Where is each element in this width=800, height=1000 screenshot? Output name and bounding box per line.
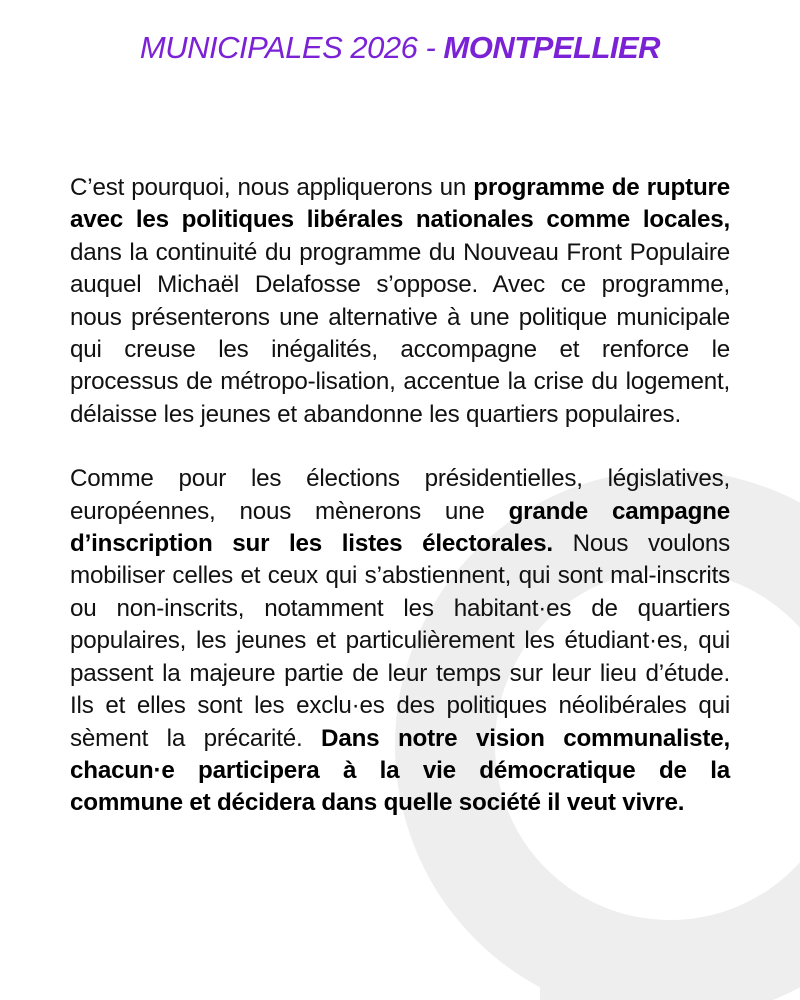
paragraph-1: [70, 172, 730, 431]
text-run-bold: grande campagne d’inscription sur les listes électorales.: [70, 497, 730, 558]
text-run-bold: programme de rupture avec les politiques libérales nationales comme locales,: [70, 174, 730, 234]
text-run: Nous voulons mobiliser celles et ceux qui s’abstiennent, qui sont mal-inscrits ou non-inscrits, notamment les habitant·es de quartiers populaires, les jeunes et particulièrement les étudiant·es, qui passent la majeure partie de leur temps sur leur lieu d’étude. Ils et elles sont les exclu·es des politiques néolibérales qui sèment la précarité.: [70, 530, 730, 752]
text-run-bold: Dans notre vision communaliste, chacun·e participera à la vie démocratique de la commune et décidera dans quelle société il veut vivre.: [70, 724, 730, 817]
text-run: Comme pour les élections présidentielles, législatives, européennes, nous mènerons une: [70, 465, 730, 525]
paragraph-2: [70, 463, 730, 819]
text-run: C’est pourquoi, nous appliquerons un: [70, 174, 474, 201]
title-prefix: MUNICIPALES 2026 -: [139, 30, 444, 65]
page-title: [0, 30, 800, 66]
text-run: dans la continuité du programme du Nouveau Front Populaire auquel Michaël Delafosse s’oppose. Avec ce programme, nous présenterons une alternative à une politique municipale qui creuse les inégalités, accompagne et renforce le processus de métropo-lisation, accentue la crise du logement, délaisse les jeunes et abandonne les quartiers populaires.: [70, 238, 730, 428]
title-city: MONTPELLIER: [443, 30, 661, 65]
body-text: [70, 172, 730, 852]
